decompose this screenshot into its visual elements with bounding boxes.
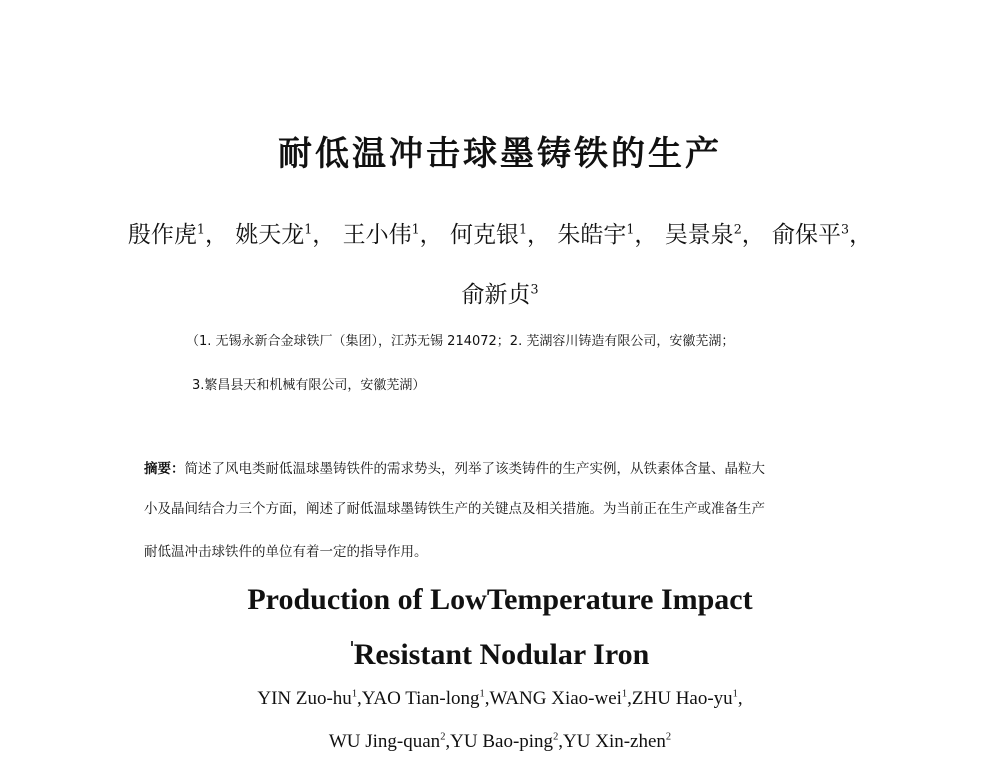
author-en: WU Jing-quan$^2$,: [328, 731, 451, 752]
abstract-label: 摘要：: [144, 461, 185, 477]
author-en: ZHU Hao-$yu^1$,: [631, 688, 743, 709]
author-en: YIN Zuo-$hu^1$,: [257, 688, 362, 709]
author-cn: 姚天龙$^1$，: [235, 221, 336, 248]
author-en: YAO Tian-long$^1$,: [361, 688, 490, 709]
english-title-line: Production of LowTemperature Impact: [247, 583, 753, 616]
english-author-list-continued: [0, 731, 1000, 753]
english-author-list: [0, 688, 1000, 710]
abstract-line: [144, 457, 860, 477]
chinese-author-list-continued: [0, 276, 1000, 309]
author-en: YU Xin-zhen$^2$: [563, 731, 672, 752]
english-title-line: Resistant Nodular Iron: [0, 638, 1000, 672]
author-en: YU Bao-ping$^2$,: [450, 731, 564, 752]
author-cn: 殷作虎$^1$，: [127, 221, 228, 248]
scan-artifact-mark: [351, 641, 353, 646]
chinese-title: 耐低温冲击球墨铸铁的生产: [278, 134, 722, 174]
abstract-line: 小及晶间结合力三个方面，阐述了耐低温球墨铸铁生产的关键点及相关措施。为当前正在生产或准备生产: [144, 501, 765, 517]
chinese-author-list: [0, 216, 1000, 249]
author-cn: 俞保平$^3$，: [772, 221, 873, 248]
author-cn: 何克银$^1$，: [449, 221, 551, 248]
abstract-line: 耐低温冲击球铁件的单位有着一定的指导作用。: [144, 544, 428, 560]
author-en: WANG Xiao-wei$^1$,: [489, 688, 632, 709]
affiliation-line: （1. 无锡永新合金球铁厂（集团），江苏无锡 214072；2. 芜湖容川铸造有限公司，安徽芜湖；: [186, 334, 735, 349]
abstract-text: 简述了风电类耐低温球墨铸铁件的需求势头，列举了该类铸件的生产实例，从铁素体含量、晶粒大: [184, 461, 765, 477]
affiliation-line: 3.繁昌县天和机械有限公司，安徽芜湖）: [192, 378, 426, 393]
author-cn: 俞新贞$^3$: [461, 281, 539, 308]
author-cn: 王小伟$^1$，: [342, 221, 443, 248]
author-cn: 吴景泉$^2$，: [664, 221, 765, 248]
author-cn: 朱皓宇$^1$，: [557, 221, 658, 248]
